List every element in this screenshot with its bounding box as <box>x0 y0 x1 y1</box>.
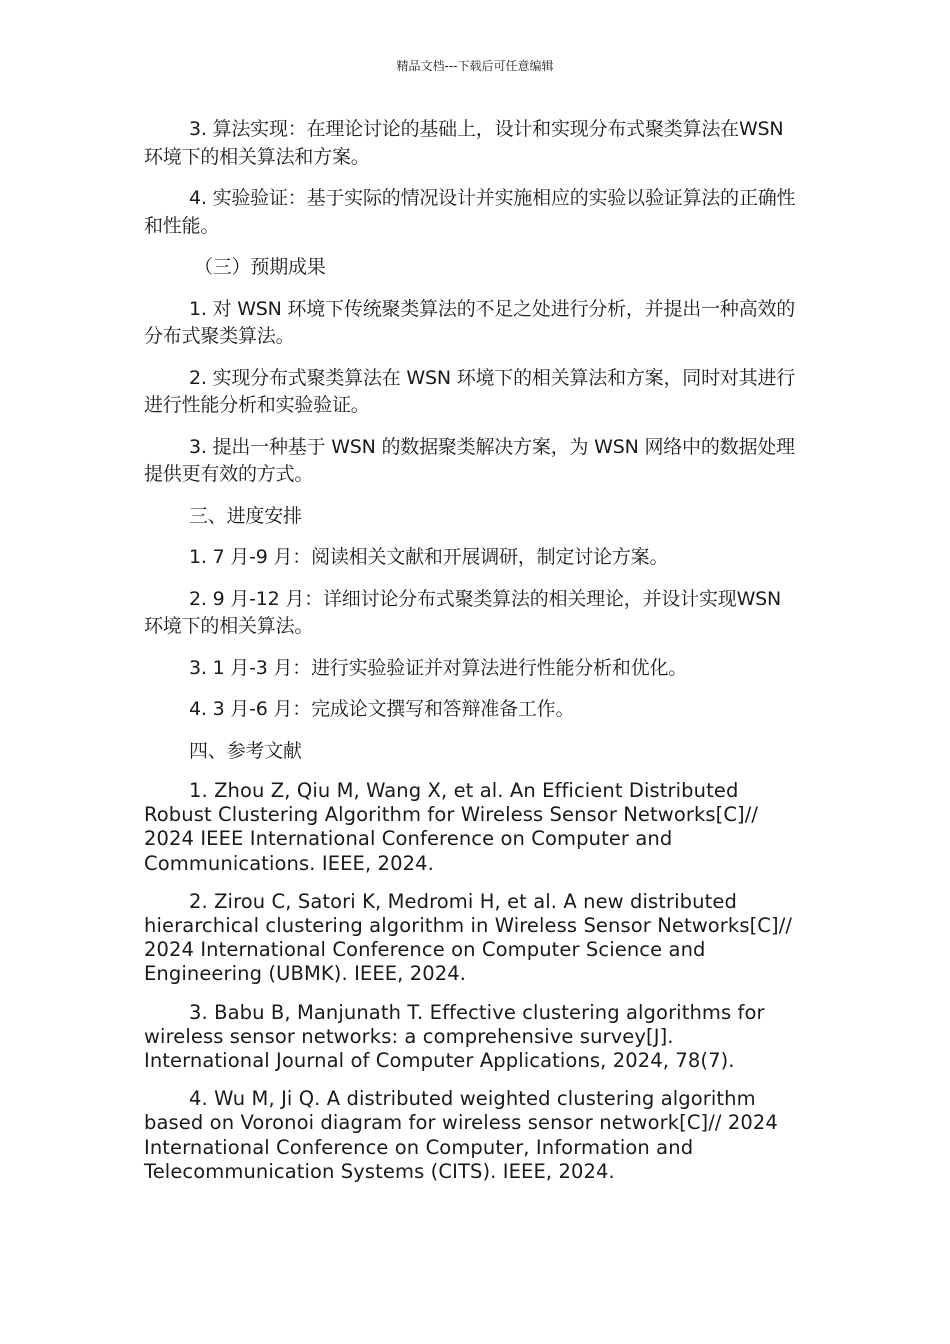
reference-item-1: 1. Zhou Z, Qiu M, Wang X, et al. An Efficient Distributed Robust Clustering Algorithm for Wireless Sensor Networks[C]// 2024 IEEE International Conference on Computer and Communications. IEEE, 2024. <box>144 779 759 875</box>
schedule-item-2: 2. 9 月-12 月：详细讨论分布式聚类算法的相关理论，并设计实现WSN 环境下的相关算法。 <box>144 587 782 637</box>
paragraph-algorithm-implementation: 3. 算法实现：在理论讨论的基础上，设计和实现分布式聚类算法在WSN 环境下的相关算法和方案。 <box>144 118 784 168</box>
page-header: 精品文档---下载后可任意编辑 <box>396 59 554 73</box>
section-heading-expected-results: （三）预期成果 <box>194 256 326 278</box>
paragraph-result-2: 2. 实现分布式聚类算法在 WSN 环境下的相关算法和方案，同时对其进行进行性能分析和实验验证。 <box>144 366 796 416</box>
schedule-item-4: 4. 3 月-6 月：完成论文撰写和答辩准备工作。 <box>189 698 575 720</box>
reference-item-3: 3. Babu B, Manjunath T. Effective clustering algorithms for wireless sensor networks: a comprehensive survey[J]. International Journal of Computer Applications, 2024, 78(7). <box>144 1000 765 1073</box>
schedule-item-3: 3. 1 月-3 月：进行实验验证并对算法进行性能分析和优化。 <box>189 656 688 679</box>
paragraph-result-1: 1. 对 WSN 环境下传统聚类算法的不足之处进行分析，并提出一种高效的分布式聚类算法。 <box>144 297 796 347</box>
reference-item-2: 2. Zirou C, Satori K, Medromi H, et al. A new distributed hierarchical clustering algorithm in Wireless Sensor Networks[C]// 2024 International Conference on Computer Science and Engineering (UBMK). IEEE, 2024. <box>144 889 793 986</box>
paragraph-result-3: 3. 提出一种基于 WSN 的数据聚类解决方案，为 WSN 网络中的数据处理提供更有效的方式。 <box>144 435 795 485</box>
section-heading-references: 四、参考文献 <box>189 739 302 762</box>
document-body <box>144 116 804 1198</box>
section-heading-schedule: 三、进度安排 <box>189 504 302 527</box>
reference-item-4: 4. Wu M, Ji Q. A distributed weighted clustering algorithm based on Voronoi diagram for wireless sensor network[C]// 2024 International Conference on Computer, Information and Telecommunication Systems (CITS). IEEE, 2024. <box>144 1087 778 1183</box>
schedule-item-1: 1. 7 月-9 月：阅读相关文献和开展调研，制定讨论方案。 <box>189 546 669 568</box>
paragraph-experiment-validation: 4. 实验验证：基于实际的情况设计并实施相应的实验以验证算法的正确性和性能。 <box>144 187 796 237</box>
